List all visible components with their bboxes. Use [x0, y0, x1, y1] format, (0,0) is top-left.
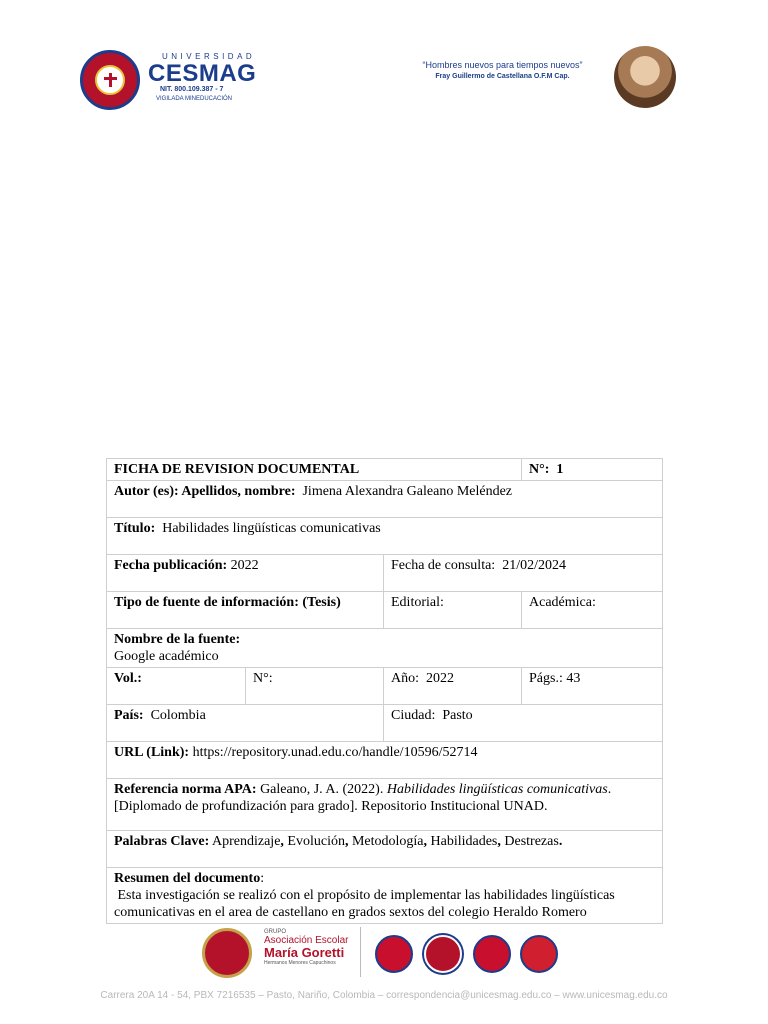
university-label: UNIVERSIDAD: [162, 52, 256, 61]
editorial-cell: Editorial:: [384, 592, 522, 629]
ficha-title: FICHA DE REVISION DOCUMENTAL: [107, 459, 522, 481]
hermanos-label: Hermanos Menores Capuchinos: [264, 960, 336, 966]
maria-goretti-label: María Goretti: [264, 945, 345, 960]
school-badge-icon: [473, 935, 511, 973]
pais-row: [107, 705, 663, 742]
titulo-cell: Título: Habilidades lingüísticas comunicativas: [107, 518, 663, 555]
founder-name: Fray Guillermo de Castellana O.F.M Cap.: [435, 73, 570, 80]
titulo-row: [107, 518, 663, 555]
author-row: [107, 481, 663, 518]
motto-block: [400, 60, 605, 80]
vigilada-label: VIGILADA MINEDUCACIÓN: [156, 96, 233, 102]
founder-portrait-icon: [614, 46, 676, 108]
school-badge-icon: [202, 928, 252, 978]
resumen-cell: Resumen del documento: Esta investigación se realizó con el propósito de implementar las habilidades lingüísticas comunicativas en el area de castellano en grados sextos del colegio Heraldo Romero: [107, 868, 663, 924]
page-header: [0, 0, 768, 120]
pags-cell: Págs.: 43: [522, 668, 663, 705]
referencia-row: [107, 779, 663, 831]
footer-separator: [360, 927, 361, 977]
university-nit: NIT. 800.109.387 - 7: [160, 86, 224, 93]
asociacion-logo-text: [264, 929, 348, 966]
university-name: CESMAG: [148, 60, 257, 87]
pais-cell: País: Colombia: [107, 705, 384, 742]
school-badge-icon: [375, 935, 413, 973]
fecha-publicacion-cell: Fecha publicación: 2022: [107, 555, 384, 592]
school-badge-icon: [424, 935, 462, 973]
footer-logos: [0, 925, 768, 985]
ficha-number: N°: 1: [522, 459, 663, 481]
vol-row: [107, 668, 663, 705]
vol-cell: Vol.:: [107, 668, 246, 705]
ficha-table: [106, 458, 663, 924]
fecha-consulta-cell: Fecha de consulta: 21/02/2024: [384, 555, 663, 592]
author-cell: Autor (es): Apellidos, nombre: Jimena Alexandra Galeano Meléndez: [107, 481, 663, 518]
academica-cell: Académica:: [522, 592, 663, 629]
ficha-title-row: [107, 459, 663, 481]
footer-address: Carrera 20A 14 - 54, PBX 7216535 – Pasto, Nariño, Colombia – correspondencia@unicesmag.edu.co – www.unicesmag.edu.co: [100, 990, 668, 1001]
ciudad-cell: Ciudad: Pasto: [384, 705, 663, 742]
asociacion-label: Asociación Escolar: [264, 935, 349, 946]
tipo-fuente-cell: Tipo de fuente de información: (Tesis): [107, 592, 384, 629]
school-badge-icon: [520, 935, 558, 973]
anio-cell: Año: 2022: [384, 668, 522, 705]
palabras-row: [107, 831, 663, 868]
nombre-fuente-cell: Nombre de la fuente: Google académico: [107, 629, 663, 668]
tipo-fuente-row: [107, 592, 663, 629]
numero-cell: N°:: [246, 668, 384, 705]
university-seal-icon: [80, 50, 140, 110]
grupo-label: GRUPO: [264, 929, 287, 935]
nombre-fuente-row: [107, 629, 663, 668]
palabras-cell: Palabras Clave: Aprendizaje, Evolución, Metodología, Habilidades, Destrezas.: [107, 831, 663, 868]
url-link[interactable]: https://repository.unad.edu.co/handle/10596/52714: [192, 745, 478, 760]
motto-text: “Hombres nuevos para tiempos nuevos”: [422, 60, 583, 70]
url-row: [107, 742, 663, 779]
resumen-row: [107, 868, 663, 924]
fecha-row: [107, 555, 663, 592]
referencia-cell: Referencia norma APA: Galeano, J. A. (2022). Habilidades lingüísticas comunicativas. [Diplomado de profundización para grado]. Repositorio Institucional UNAD.: [107, 779, 663, 831]
url-cell: URL (Link): https://repository.unad.edu.co/handle/10596/52714: [107, 742, 663, 779]
